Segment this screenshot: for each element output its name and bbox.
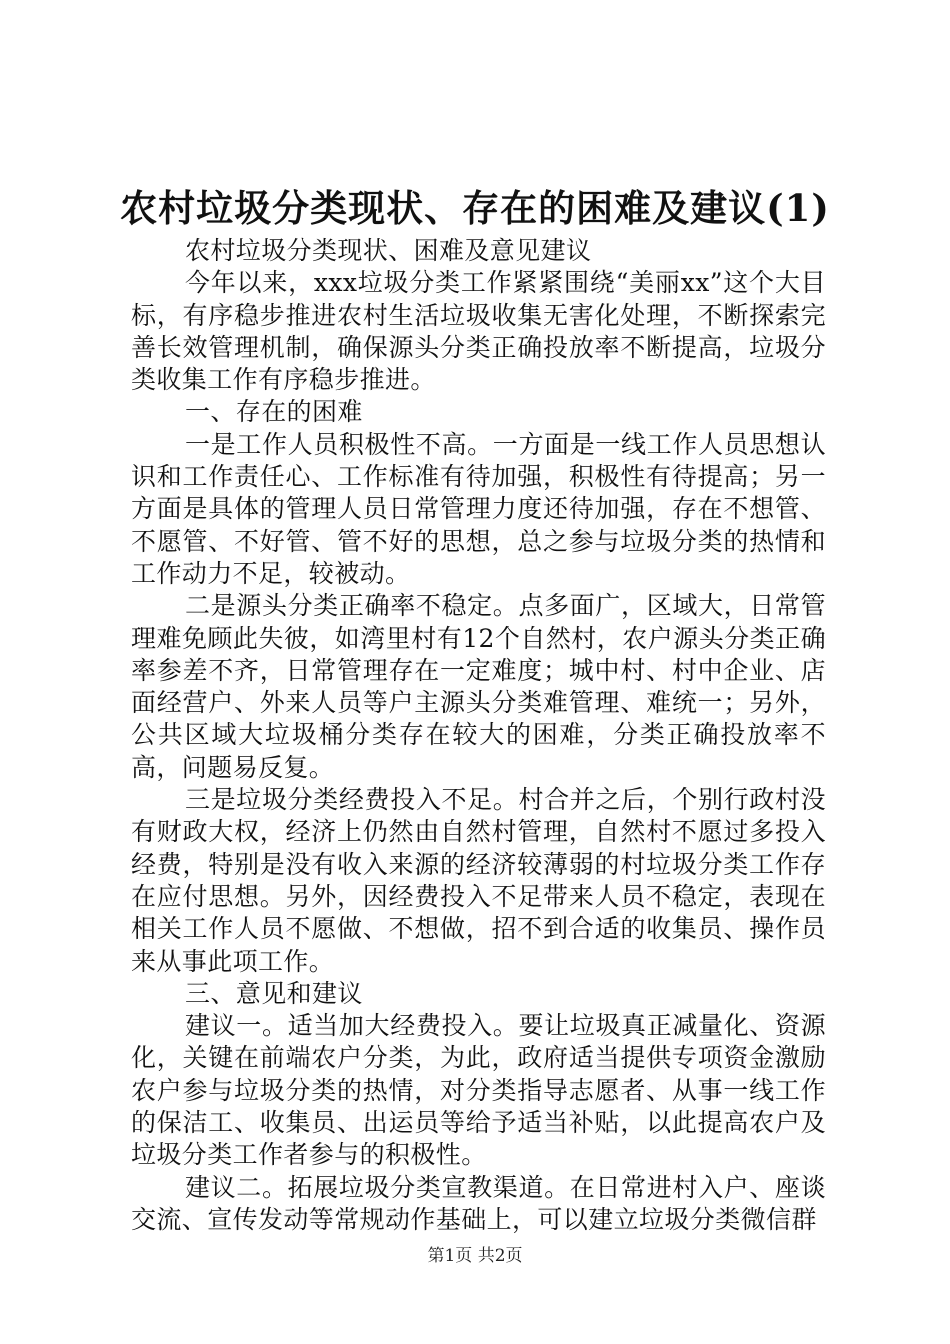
subtitle-paragraph: 农村垃圾分类现状、困难及意见建议 <box>185 236 592 265</box>
section-heading-suggestions: 三、意见和建议 <box>185 978 363 1008</box>
section-heading-difficulties: 一、存在的困难 <box>185 397 363 427</box>
difficulty-paragraph-1: 一是工作人员积极性不高。一方面是一线工作人员思想认识和工作责任心、工作标准有待加强，积极性有待提高；另一方面是具体的管理人员日常管理力度还待加强，存在不想管、不愿管、不好管、管不好的思想，总之参与垃圾分类的热情和工作动力不足，较被动。 <box>131 429 826 588</box>
intro-paragraph: 今年以来，xxx垃圾分类工作紧紧围绕“美丽xx”这个大目标，有序稳步推进农村生活垃圾收集无害化处理，不断探索完善长效管理机制，确保源头分类正确投放率不断提高，垃圾分类收集工作有序稳步推进。 <box>131 268 826 395</box>
suggestion-paragraph-1: 建议一。适当加大经费投入。要让垃圾真正减量化、资源化，关键在前端农户分类，为此，政府适当提供专项资金激励农户参与垃圾分类的热情，对分类指导志愿者、从事一线工作的保洁工、收集员、出运员等给予适当补贴，以此提高农户及垃圾分类工作者参与的积极性。 <box>131 1011 826 1170</box>
document-body <box>131 235 826 1236</box>
suggestion-paragraph-2: 建议二。拓展垃圾分类宣教渠道。在日常进村入户、座谈交流、宣传发动等常规动作基础上，可以建立垃圾分类微信群 <box>131 1172 826 1234</box>
page-footer: 第1页 共2页 <box>427 1246 523 1266</box>
difficulty-paragraph-2: 二是源头分类正确率不稳定。点多面广，区域大，日常管理难免顾此失彼，如湾里村有12个自然村，农户源头分类正确率参差不齐，日常管理存在一定难度；城中村、村中企业、店面经营户、外来人员等户主源头分类难管理、难统一；另外，公共区域大垃圾桶分类存在较大的困难，分类正确投放率不高，问题易反复。 <box>131 591 826 782</box>
difficulty-paragraph-3: 三是垃圾分类经费投入不足。村合并之后，个别行政村没有财政大权，经济上仍然由自然村管理，自然村不愿过多投入经费，特别是没有收入来源的经济较薄弱的村垃圾分类工作存在应付思想。另外，因经费投入不足带来人员不稳定，表现在相关工作人员不愿做、不想做，招不到合适的收集员、操作员来从事此项工作。 <box>131 785 826 976</box>
document-title: 农村垃圾分类现状、存在的困难及建议(1) <box>120 186 830 230</box>
